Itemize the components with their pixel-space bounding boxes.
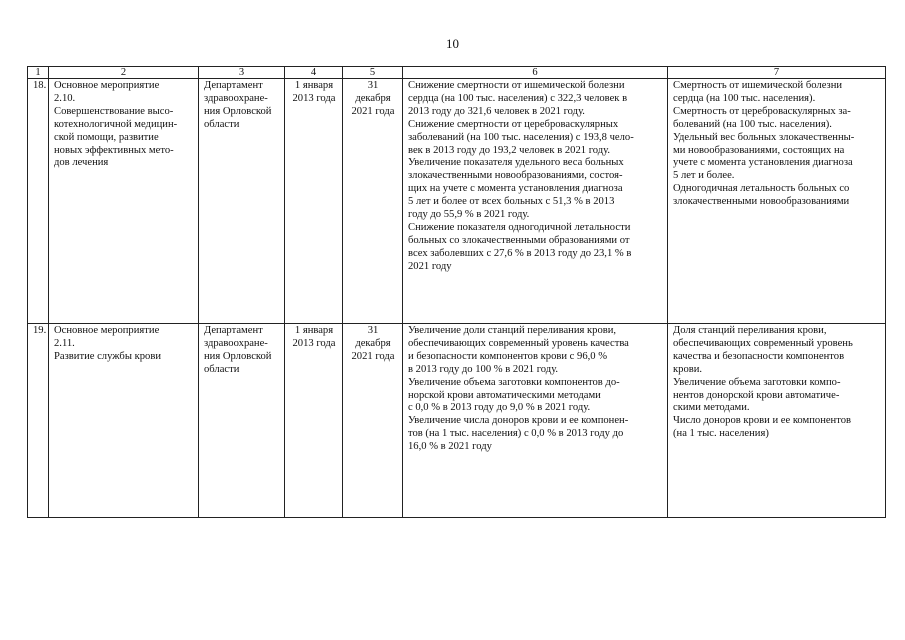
indicator-line: качества и безопасности компонентов	[673, 350, 845, 362]
result-line: и безопасности компонентов крови с 96,0 %	[408, 350, 608, 362]
end-date-cell	[343, 324, 403, 518]
result-line: Снижение смертности от ишемической болезни	[408, 80, 625, 91]
start-date-line: 1 января	[294, 80, 334, 91]
department-cell	[199, 324, 285, 518]
event-line: 2.11.	[54, 337, 75, 349]
result-line: 2021 году	[408, 260, 452, 272]
indicators-cell	[668, 79, 886, 324]
event-line: ской помощи, развитие	[54, 131, 159, 143]
event-line: новых эффективных мето-	[54, 144, 174, 156]
result-line: злокачественными новообразованиями, состоя-	[408, 170, 623, 182]
start-date-line: 2013 года	[292, 337, 336, 349]
event-line: Совершенствование высо-	[54, 105, 174, 117]
indicator-line: Удельный вес больных злокачественны-	[673, 131, 855, 143]
result-line: век в 2013 году до 193,2 человек в 2021 году.	[408, 144, 611, 156]
indicator-line: (на 1 тыс. населения)	[673, 428, 769, 440]
indicator-line: болеваний (на 100 тыс. населения).	[673, 118, 832, 130]
department-line: ния Орловской	[204, 350, 272, 362]
indicator-line: Доля станций переливания крови,	[673, 325, 827, 336]
results-cell	[403, 324, 668, 518]
row-number: 18.	[28, 79, 49, 324]
end-date-line: 31	[367, 80, 379, 91]
result-line: Снижение показателя одногодичной летальности	[408, 221, 631, 233]
event-cell	[49, 324, 199, 518]
department-line: ния Орловской	[204, 105, 272, 117]
event-line: Основное мероприятие	[54, 80, 160, 91]
column-number: 2	[49, 67, 199, 79]
result-line: Увеличение показателя удельного веса больных	[408, 157, 624, 169]
department-line: Департамент	[204, 80, 263, 91]
indicator-line: злокачественными новообразованиями	[673, 196, 850, 208]
result-line: сердца (на 100 тыс. населения) с 322,3 человек в	[408, 92, 628, 104]
column-number: 7	[668, 67, 886, 79]
result-line: 2013 году до 321,6 человек в 2021 году.	[408, 105, 585, 117]
measures-table	[27, 66, 886, 518]
indicator-line: учете с момента установления диагноза	[673, 157, 853, 169]
result-line: щих на учете с момента установления диагноза	[408, 183, 623, 195]
event-line: котехнологичной медицин-	[54, 118, 178, 130]
end-date-line: 31	[367, 325, 379, 336]
result-line: обеспечивающих современный уровень качества	[408, 337, 629, 349]
indicator-line: Увеличение объема заготовки компо-	[673, 376, 841, 388]
table-row	[28, 324, 886, 518]
indicator-line: Смертность от цереброваскулярных за-	[673, 105, 851, 117]
result-line: тов (на 1 тыс. населения) с 0,0 % в 2013 году до	[408, 428, 624, 440]
end-date-line: декабря	[355, 337, 391, 349]
result-line: всех заболевших с 27,6 % в 2013 году до 23,1 % в	[408, 247, 632, 259]
end-date-line: 2021 года	[351, 105, 395, 117]
indicator-line: ми новообразованиями, состоящих на	[673, 144, 845, 156]
event-cell	[49, 79, 199, 324]
department-line: Департамент	[204, 325, 263, 336]
start-date-line: 1 января	[294, 325, 334, 336]
page-number: 10	[446, 36, 459, 51]
result-line: с 0,0 % в 2013 году до 9,0 % в 2021 году.	[408, 402, 591, 414]
end-date-line: 2021 года	[351, 350, 395, 362]
end-date-line: декабря	[355, 92, 391, 104]
result-line: Увеличение числа доноров крови и ее компонен-	[408, 415, 629, 427]
column-number-row	[28, 67, 886, 79]
result-line: норской крови автоматическими методами	[408, 389, 601, 401]
table-row	[28, 79, 886, 324]
indicator-line: Смертность от ишемической болезни	[673, 80, 843, 91]
department-line: области	[204, 118, 240, 130]
result-line: в 2013 году до 100 % в 2021 году.	[408, 363, 559, 375]
event-line: Развитие службы крови	[54, 350, 161, 362]
indicator-line: Число доноров крови и ее компонентов	[673, 415, 852, 427]
row-number: 19.	[28, 324, 49, 518]
department-line: здравоохране-	[204, 92, 268, 104]
department-cell	[199, 79, 285, 324]
result-line: Увеличение доли станций переливания крови,	[408, 325, 617, 336]
column-number: 4	[285, 67, 343, 79]
start-date-cell	[285, 324, 343, 518]
department-line: области	[204, 363, 240, 375]
column-number: 1	[28, 67, 49, 79]
result-line: больных со злокачественными образованиями от	[408, 234, 630, 246]
column-number: 6	[403, 67, 668, 79]
indicator-line: обеспечивающих современный уровень	[673, 337, 853, 349]
result-line: заболеваний (на 100 тыс. населения) с 193,8 чело-	[408, 131, 634, 143]
column-number: 3	[199, 67, 285, 79]
results-cell	[403, 79, 668, 324]
indicator-line: скими методами.	[673, 402, 750, 414]
result-line: 16,0 % в 2021 году	[408, 441, 492, 453]
result-line: Увеличение объема заготовки компонентов до-	[408, 376, 620, 388]
indicator-line: 5 лет и более.	[673, 170, 735, 182]
start-date-line: 2013 года	[292, 92, 336, 104]
event-line: дов лечения	[54, 157, 109, 169]
indicator-line: сердца (на 100 тыс. населения).	[673, 92, 816, 104]
start-date-cell	[285, 79, 343, 324]
result-line: 5 лет и более от всех больных с 51,3 % в 2013	[408, 196, 615, 208]
column-number: 5	[343, 67, 403, 79]
indicator-line: крови.	[673, 363, 703, 375]
end-date-cell	[343, 79, 403, 324]
event-line: Основное мероприятие	[54, 325, 160, 336]
event-line: 2.10.	[54, 92, 76, 104]
result-line: Снижение смертности от цереброваскулярных	[408, 118, 619, 130]
department-line: здравоохране-	[204, 337, 268, 349]
result-line: году до 55,9 % в 2021 году.	[408, 209, 530, 221]
indicators-cell	[668, 324, 886, 518]
indicator-line: Одногодичная летальность больных со	[673, 183, 850, 195]
indicator-line: нентов донорской крови автоматиче-	[673, 389, 840, 401]
